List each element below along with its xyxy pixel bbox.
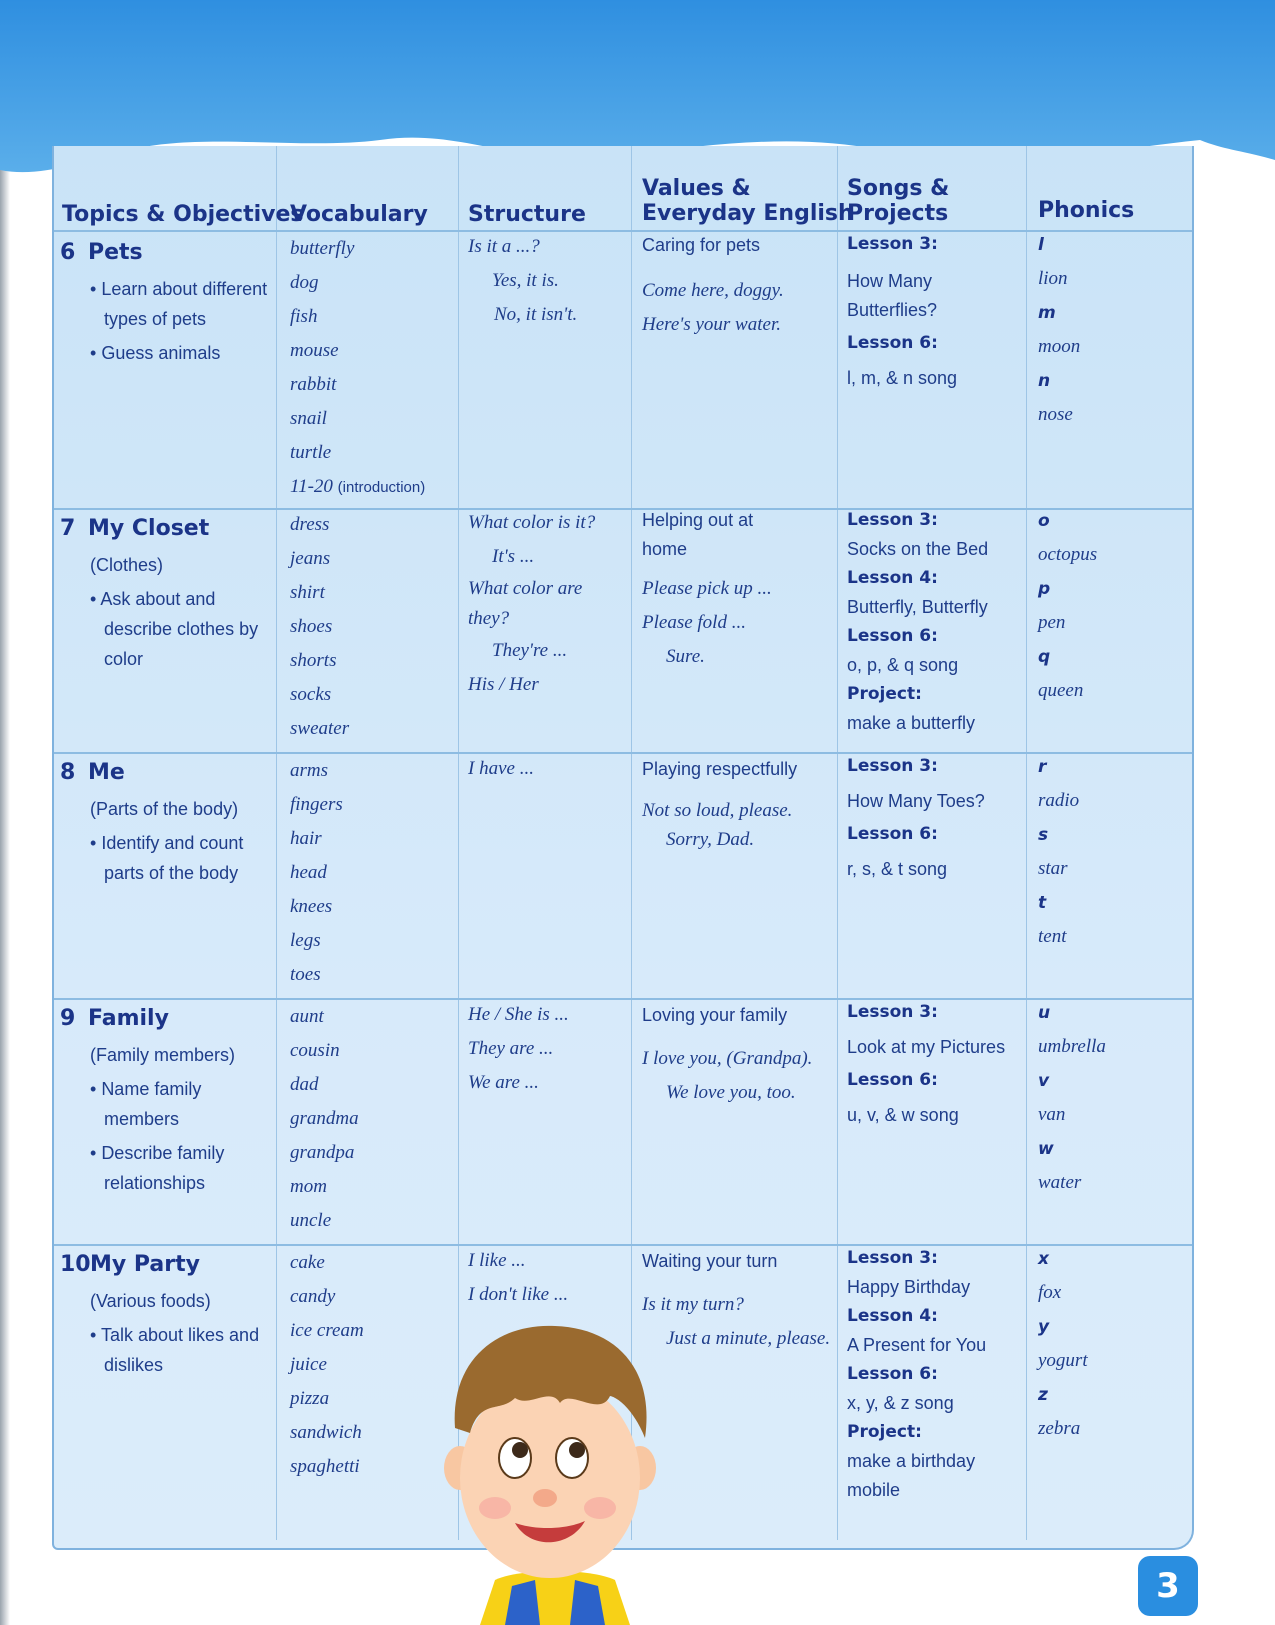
vocab-item: grandpa — [290, 1142, 355, 1163]
column-divider — [837, 146, 838, 1540]
values-phrase: We love you, too. — [666, 1082, 796, 1103]
song-title: How Many Toes? — [847, 791, 985, 811]
values-label: Helping out at home — [642, 510, 754, 559]
unit-7-values — [642, 506, 792, 674]
unit-title: Family — [88, 1006, 169, 1031]
vocab-item: mom — [290, 1176, 327, 1197]
boy-cheek — [479, 1497, 511, 1519]
phonics-word: zebra — [1038, 1418, 1081, 1439]
values-phrase: Come here, doggy. — [642, 280, 784, 301]
vocab-item: uncle — [290, 1210, 332, 1231]
values-phrase: Is it my turn? — [642, 1294, 744, 1315]
objective-bullet: • Identify and count parts of the body — [90, 833, 244, 883]
phonics-word: octopus — [1038, 544, 1098, 565]
unit-title: My Party — [90, 1252, 200, 1277]
vocab-item: jeans — [290, 548, 331, 569]
unit-9-vocabulary — [290, 1000, 359, 1238]
unit-subtitle: (Various foods) — [90, 1291, 211, 1311]
vocab-item: pizza — [290, 1388, 330, 1409]
values-phrase: Sorry, Dad. — [666, 829, 755, 850]
vocab-item: butterfly — [290, 238, 355, 259]
vocab-item: aunt — [290, 1006, 324, 1027]
phonics-word: tent — [1038, 926, 1067, 947]
unit-8-phonics — [1038, 750, 1079, 954]
unit-6-phonics — [1038, 228, 1080, 432]
header-values — [642, 176, 854, 226]
column-divider — [276, 146, 277, 1540]
project-title: make a birthday mobile — [847, 1451, 976, 1500]
unit-9-songs — [847, 998, 1023, 1130]
objective-bullet: • Name family members — [90, 1079, 202, 1129]
vocab-item: candy — [290, 1286, 336, 1307]
song-title: How Many Butterflies? — [847, 271, 938, 320]
song-title: Look at my Pictures — [847, 1037, 1006, 1057]
objective-bullet: • Learn about different types of pets — [90, 279, 268, 329]
unit-6-topics — [60, 236, 272, 368]
phonics-word: fox — [1038, 1282, 1062, 1303]
values-phrase: Sure. — [666, 646, 705, 667]
structure-line: I don't like ... — [468, 1284, 569, 1305]
phonics-letter: l — [1038, 235, 1044, 255]
phonics-letter: s — [1038, 825, 1049, 845]
unit-title: Pets — [88, 240, 143, 265]
unit-7-vocabulary — [290, 508, 349, 746]
values-label: Loving your family — [642, 1005, 788, 1025]
lesson-label: Lesson 3: — [847, 234, 938, 254]
phonics-letter: v — [1038, 1071, 1050, 1091]
lesson-label: Lesson 3: — [847, 510, 938, 530]
vocab-item-numbers: 11-20 (introduction) — [290, 476, 426, 497]
vocab-item: grandma — [290, 1108, 359, 1129]
vocab-item: dress — [290, 514, 330, 535]
unit-6-heading — [60, 236, 272, 270]
vocab-item: spaghetti — [290, 1456, 360, 1477]
unit-9-topics — [60, 1002, 272, 1198]
lesson-label: Lesson 6: — [847, 1364, 938, 1384]
phonics-letter: y — [1038, 1317, 1050, 1337]
project-label: Project: — [847, 684, 922, 704]
structure-line: Yes, it is. — [492, 270, 559, 291]
header-values-line1: Values & — [642, 176, 751, 201]
boy-pupil — [512, 1442, 528, 1458]
unit-10-structure — [468, 1244, 568, 1312]
vocab-item: turtle — [290, 442, 332, 463]
unit-number: 8 — [60, 760, 76, 785]
lesson-label: Lesson 3: — [847, 1248, 938, 1268]
header-structure: Structure — [468, 202, 586, 227]
vocab-item: mouse — [290, 340, 339, 361]
values-phrase: Not so loud, please. — [642, 800, 793, 821]
phonics-word: radio — [1038, 790, 1080, 811]
unit-8-topics — [60, 756, 272, 888]
unit-8-values — [642, 752, 832, 854]
unit-8-heading — [60, 756, 272, 790]
vocab-item: snail — [290, 408, 327, 429]
header-songs-line1: Songs & — [847, 176, 950, 201]
values-phrase: Just a minute, please. — [666, 1328, 831, 1349]
vocab-item: arms — [290, 760, 329, 781]
values-phrase: I love you, (Grandpa). — [642, 1048, 813, 1069]
unit-6-vocabulary — [290, 232, 425, 505]
lesson-label: Lesson 6: — [847, 626, 938, 646]
song-title: l, m, & n song — [847, 368, 958, 388]
objective-bullet: • Describe family relationships — [90, 1143, 225, 1193]
unit-title: Me — [88, 760, 125, 785]
unit-8-vocabulary — [290, 754, 343, 992]
unit-9-heading — [60, 1002, 272, 1036]
song-title: Butterfly, Butterfly — [847, 597, 988, 617]
vocab-item: fish — [290, 306, 318, 327]
phonics-letter: x — [1038, 1249, 1049, 1269]
header-topics: Topics & Objectives — [62, 202, 304, 227]
structure-line: No, it isn't. — [494, 304, 578, 325]
structure-line: I have ... — [468, 758, 534, 779]
vocab-item: fingers — [290, 794, 343, 815]
unit-number: 7 — [60, 516, 76, 541]
unit-6-songs — [847, 230, 1023, 393]
unit-10-topics — [60, 1248, 272, 1380]
vocab-item: sweater — [290, 718, 350, 739]
unit-8-songs — [847, 752, 1023, 884]
lesson-label: Lesson 4: — [847, 1306, 938, 1326]
phonics-word: lion — [1038, 268, 1068, 289]
structure-line: What color are they? — [468, 578, 583, 629]
phonics-word: queen — [1038, 680, 1084, 701]
page-gutter-shadow — [0, 0, 10, 1625]
phonics-letter: o — [1038, 511, 1050, 531]
phonics-letter: w — [1038, 1139, 1054, 1159]
phonics-word: yogurt — [1038, 1350, 1088, 1371]
unit-9-structure — [468, 998, 569, 1100]
boy-shirt — [480, 1571, 630, 1625]
unit-number: 9 — [60, 1006, 76, 1031]
vocab-item: juice — [290, 1354, 327, 1375]
objective-bullet: • Talk about likes and dislikes — [90, 1325, 260, 1375]
values-label: Caring for pets — [642, 235, 761, 255]
structure-line: I like ... — [468, 1250, 526, 1271]
values-label: Waiting your turn — [642, 1251, 778, 1271]
structure-line: Is it a ...? — [468, 236, 540, 257]
lesson-label: Lesson 6: — [847, 1070, 938, 1090]
unit-number: 10 — [60, 1252, 91, 1277]
values-phrase: Please pick up ... — [642, 578, 772, 599]
header-vocabulary: Vocabulary — [290, 202, 428, 227]
unit-7-structure — [468, 506, 628, 702]
lesson-label: Lesson 6: — [847, 824, 938, 844]
phonics-letter: q — [1038, 647, 1051, 667]
phonics-word: star — [1038, 858, 1068, 879]
unit-10-values — [642, 1244, 834, 1356]
unit-number: 6 — [60, 240, 76, 265]
header-songs — [847, 176, 949, 226]
phonics-word: umbrella — [1038, 1036, 1106, 1057]
vocab-item: dad — [290, 1074, 319, 1095]
vocab-item: sandwich — [290, 1422, 362, 1443]
vocab-item: shirt — [290, 582, 325, 603]
song-title: r, s, & t song — [847, 859, 948, 879]
vocab-item: shoes — [290, 616, 333, 637]
unit-10-phonics — [1038, 1242, 1088, 1446]
song-title: o, p, & q song — [847, 655, 959, 675]
phonics-letter: t — [1038, 893, 1047, 913]
structure-line: They are ... — [468, 1038, 554, 1059]
phonics-letter: z — [1038, 1385, 1048, 1405]
header-songs-line2: Projects — [847, 201, 949, 226]
project-label: Project: — [847, 1422, 922, 1442]
unit-6-values — [642, 228, 832, 342]
values-phrase: Please fold ... — [642, 612, 746, 633]
boy-cheek — [584, 1497, 616, 1519]
vocab-item: cake — [290, 1252, 325, 1273]
phonics-letter: p — [1038, 579, 1051, 599]
vocab-item: ice cream — [290, 1320, 364, 1341]
structure-line: His / Her — [468, 674, 539, 695]
song-title: x, y, & z song — [847, 1393, 954, 1413]
phonics-letter: n — [1038, 371, 1051, 391]
vocab-item: head — [290, 862, 327, 883]
unit-7-topics — [60, 512, 272, 674]
unit-subtitle: (Clothes) — [90, 555, 164, 575]
structure-line: They're ... — [492, 640, 568, 661]
unit-8-structure — [468, 752, 534, 786]
song-title: A Present for You — [847, 1335, 987, 1355]
lesson-label: Lesson 4: — [847, 568, 938, 588]
unit-9-phonics — [1038, 996, 1106, 1200]
phonics-word: nose — [1038, 404, 1073, 425]
structure-line: We are ... — [468, 1072, 539, 1093]
phonics-word: pen — [1038, 612, 1066, 633]
unit-6-structure — [468, 230, 577, 332]
unit-7-phonics — [1038, 504, 1097, 708]
song-title: u, v, & w song — [847, 1105, 959, 1125]
phonics-letter: u — [1038, 1003, 1051, 1023]
project-title: make a butterfly — [847, 713, 976, 733]
song-title: Socks on the Bed — [847, 539, 989, 559]
structure-line: He / She is ... — [468, 1004, 569, 1025]
vocab-item: hair — [290, 828, 322, 849]
vocab-item: shorts — [290, 650, 337, 671]
vocab-item: rabbit — [290, 374, 337, 395]
unit-9-values — [642, 998, 832, 1110]
phonics-word: moon — [1038, 336, 1081, 357]
unit-7-heading — [60, 512, 272, 546]
unit-10-songs — [847, 1244, 1027, 1505]
values-label: Playing respectfully — [642, 759, 798, 779]
lesson-label: Lesson 6: — [847, 333, 938, 353]
objective-bullet: • Ask about and describe clothes by color — [90, 589, 259, 669]
values-phrase: Here's your water. — [642, 314, 781, 335]
song-title: Happy Birthday — [847, 1277, 971, 1297]
phonics-letter: r — [1038, 757, 1047, 777]
boy-illustration — [440, 1318, 670, 1625]
phonics-letter: m — [1038, 303, 1056, 323]
vocab-item: toes — [290, 964, 321, 985]
vocab-item: legs — [290, 930, 321, 951]
vocab-item: dog — [290, 272, 319, 293]
unit-10-vocabulary — [290, 1246, 364, 1484]
unit-10-heading — [60, 1248, 272, 1282]
unit-7-songs — [847, 506, 1023, 738]
vocab-item: cousin — [290, 1040, 340, 1061]
boy-pupil — [569, 1442, 585, 1458]
header-phonics: Phonics — [1038, 198, 1135, 223]
boy-nose — [533, 1489, 557, 1507]
objective-bullet: • Guess animals — [90, 343, 221, 363]
structure-line: It's ... — [492, 546, 535, 567]
page-number-badge: 3 — [1138, 1556, 1198, 1616]
vocab-item: knees — [290, 896, 333, 917]
lesson-label: Lesson 3: — [847, 1002, 938, 1022]
lesson-label: Lesson 3: — [847, 756, 938, 776]
header-values-line2: Everyday English — [642, 201, 854, 226]
structure-line: What color is it? — [468, 512, 596, 533]
phonics-word: water — [1038, 1172, 1082, 1193]
vocab-item: socks — [290, 684, 332, 705]
unit-title: My Closet — [88, 516, 210, 541]
phonics-word: van — [1038, 1104, 1066, 1125]
unit-subtitle: (Family members) — [90, 1045, 236, 1065]
unit-subtitle: (Parts of the body) — [90, 799, 239, 819]
